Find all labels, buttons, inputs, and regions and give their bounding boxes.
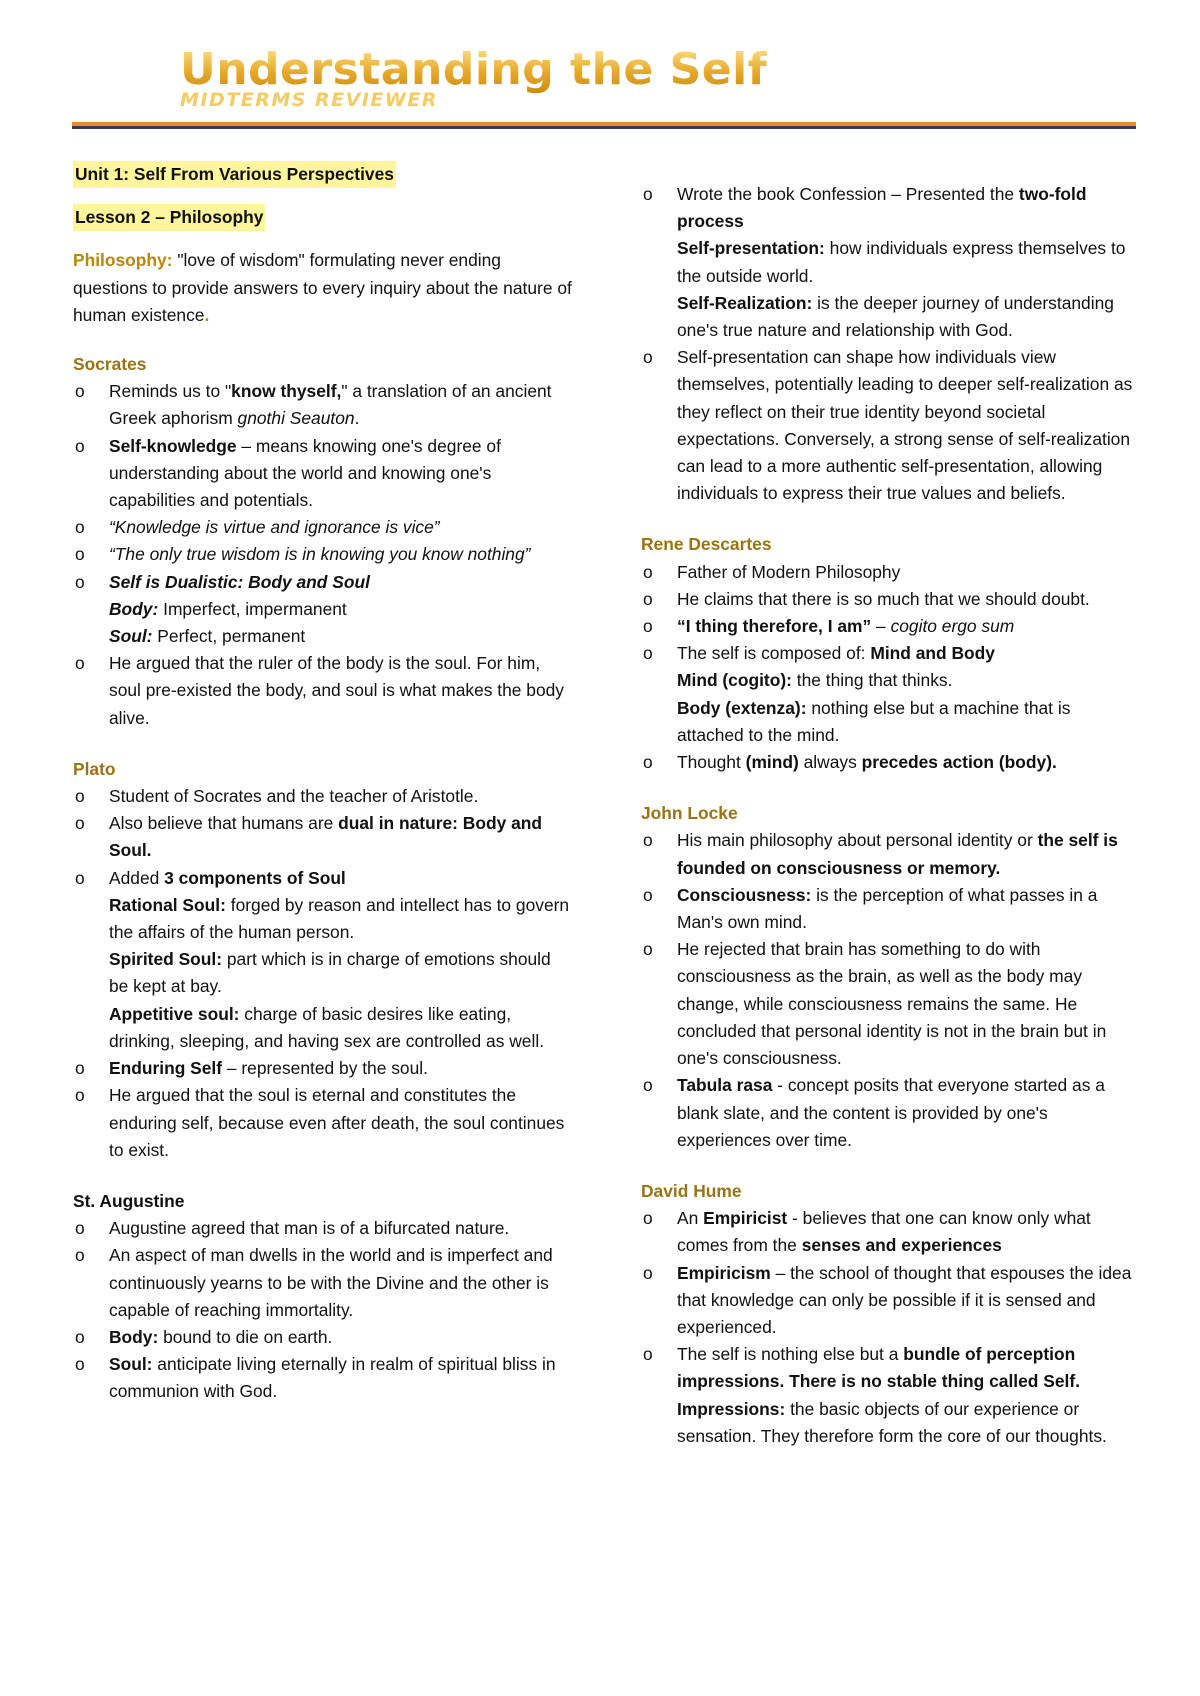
lesson-heading: Lesson 2 – Philosophy [73, 204, 265, 231]
list-item: o An Empiricist - believes that one can know only what comes from the senses and experiences [641, 1205, 1141, 1259]
socrates-heading: Socrates [73, 354, 147, 375]
list-item: o Augustine agreed that man is of a bifurcated nature. [73, 1215, 573, 1242]
list-item: o Self is Dualistic: Body and Soul Body: Imperfect, impermanent Soul: Perfect, permanent [73, 569, 573, 651]
descartes-heading: Rene Descartes [641, 534, 772, 555]
left-column [73, 161, 573, 1406]
list-item: o “I thing therefore, I am” – cogito ergo sum [641, 613, 1141, 640]
locke-heading: John Locke [641, 803, 738, 824]
philosophy-term: Philosophy: [73, 250, 173, 271]
document-subtitle: MIDTERMS REVIEWER [180, 89, 438, 111]
list-item: o Self-presentation can shape how individuals view themselves, potentially leading to deeper self-realization as they reflect on their true identity beyond societal expectations. Conversely, a strong sense of self-realization can lead to a more authentic self-presentation, allowing individuals to express their true values and beliefs. [641, 344, 1141, 507]
augustine-heading: St. Augustine [73, 1190, 185, 1211]
unit-heading: Unit 1: Self From Various Perspectives [73, 161, 396, 188]
list-item: o Enduring Self – represented by the soul. [73, 1055, 573, 1082]
philosophy-def: "love of wisdom" formulating never ending questions to provide answers to every inquiry about the nature of human existence [73, 250, 572, 325]
socrates-list [73, 378, 573, 732]
philosophy-dot: . [204, 304, 210, 325]
list-item: o He rejected that brain has something to do with consciousness as the brain, as well as the body may change, while consciousness remains the same. He concluded that personal identity is not in the brain but in one's consciousness. [641, 936, 1141, 1072]
augustine-cont-list [641, 181, 1141, 507]
augustine-list [73, 1215, 573, 1405]
plato-heading: Plato [73, 758, 116, 779]
list-item: o Student of Socrates and the teacher of Aristotle. [73, 783, 573, 810]
header-rule-navy [72, 126, 1136, 129]
philosophy-definition [73, 247, 573, 329]
document-header [180, 46, 767, 110]
list-item: o Reminds us to "know thyself," a translation of an ancient Greek aphorism gnothi Seauton. [73, 378, 573, 432]
title-part-2: Self [669, 44, 768, 95]
hume-list [641, 1205, 1141, 1450]
list-item: o Self-knowledge – means knowing one's degree of understanding about the world and knowing one's capabilities and potentials. [73, 433, 573, 515]
list-item: o Father of Modern Philosophy [641, 559, 1141, 586]
plato-list [73, 783, 573, 1164]
document-title [180, 46, 767, 94]
list-item: o His main philosophy about personal identity or the self is founded on consciousness or memory. [641, 827, 1141, 881]
list-item: o The self is composed of: Mind and Body Mind (cogito): the thing that thinks. Body (extenza): nothing else but a machine that is attached to the mind. [641, 640, 1141, 749]
list-item: o Empiricism – the school of thought that espouses the idea that knowledge can only be possible if it is sensed and experienced. [641, 1260, 1141, 1342]
list-item: o “Knowledge is virtue and ignorance is vice” [73, 514, 573, 541]
list-item: o The self is nothing else but a bundle of perception impressions. There is no stable thing called Self. Impressions: the basic objects of our experience or sensation. They therefore form the core of our thoughts. [641, 1341, 1141, 1450]
list-item: o “The only true wisdom is in knowing you know nothing” [73, 541, 573, 568]
list-item: o Also believe that humans are dual in nature: Body and Soul. [73, 810, 573, 864]
hume-heading: David Hume [641, 1180, 742, 1201]
list-item: o Wrote the book Confession – Presented the two-fold process Self-presentation: how individuals express themselves to the outside world. Self-Realization: is the deeper journey of understanding one's true nature and relationship with God. [641, 181, 1141, 344]
list-item: o Soul: anticipate living eternally in realm of spiritual bliss in communion with God. [73, 1351, 573, 1405]
list-item: o He claims that there is so much that we should doubt. [641, 586, 1141, 613]
list-item: o Added 3 components of Soul Rational Soul: forged by reason and intellect has to govern the affairs of the human person. Spirited Soul: part which is in charge of emotions should be kept at bay. Appetitive soul: charge of basic desires like eating, drinking, sleeping, and having sex are controlled as well. [73, 865, 573, 1055]
list-item: o Tabula rasa - concept posits that everyone started as a blank slate, and the content is provided by one's experiences over time. [641, 1072, 1141, 1154]
list-item: o He argued that the soul is eternal and constitutes the enduring self, because even after death, the soul continues to exist. [73, 1082, 573, 1164]
list-item: o Consciousness: is the perception of what passes in a Man's own mind. [641, 882, 1141, 936]
list-item: o Thought (mind) always precedes action (body). [641, 749, 1141, 776]
list-item: o Body: bound to die on earth. [73, 1324, 573, 1351]
title-part-1: Understanding the [180, 44, 670, 95]
right-column [641, 181, 1141, 1450]
list-item: o He argued that the ruler of the body is the soul. For him, soul pre-existed the body, and soul is what makes the body alive. [73, 650, 573, 732]
descartes-list [641, 559, 1141, 777]
locke-list [641, 827, 1141, 1153]
list-item: o An aspect of man dwells in the world and is imperfect and continuously yearns to be with the Divine and the other is capable of reaching immortality. [73, 1242, 573, 1324]
